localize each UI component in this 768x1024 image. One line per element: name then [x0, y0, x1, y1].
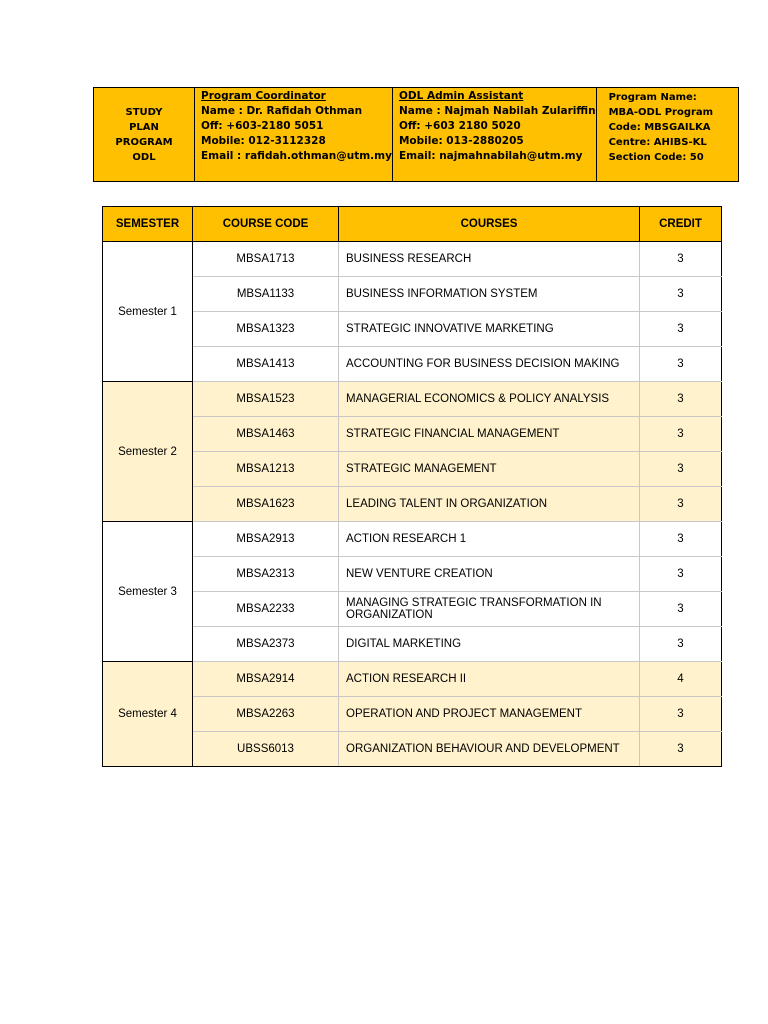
table-row — [103, 697, 722, 732]
table-row — [103, 592, 722, 627]
course-name: MANAGING STRATEGIC TRANSFORMATION IN ORGANIZATION — [339, 592, 640, 627]
course-code: MBSA2263 — [193, 697, 339, 732]
admin-office: Off: +603 2180 5020 — [398, 120, 521, 132]
admin-email: Email: najmahnabilah@utm.my — [398, 150, 583, 162]
course-credit: 3 — [640, 277, 722, 312]
semester-label: Semester 3 — [103, 522, 193, 662]
course-name: ACTION RESEARCH 1 — [339, 522, 640, 557]
course-code: MBSA2313 — [193, 557, 339, 592]
program-coordinator-cell — [195, 88, 393, 182]
table-row — [103, 277, 722, 312]
semester-label: Semester 1 — [103, 242, 193, 382]
admin-title: ODL Admin Assistant — [398, 90, 524, 102]
course-code: MBSA1463 — [193, 417, 339, 452]
column-header-semester: SEMESTER — [103, 207, 193, 242]
course-credit: 3 — [640, 557, 722, 592]
table-row — [103, 557, 722, 592]
course-credit: 3 — [640, 627, 722, 662]
table-row — [103, 242, 722, 277]
course-name: ACTION RESEARCH II — [339, 662, 640, 697]
course-credit: 3 — [640, 417, 722, 452]
program-details-cell — [596, 88, 738, 182]
course-code: MBSA1213 — [193, 452, 339, 487]
course-code: MBSA2373 — [193, 627, 339, 662]
admin-name: Name : Najmah Nabilah Zulariffin — [398, 105, 596, 117]
course-code: MBSA1133 — [193, 277, 339, 312]
course-code: MBSA2913 — [193, 522, 339, 557]
table-row — [103, 662, 722, 697]
study-label-line: ODL — [132, 151, 156, 163]
table-header-row — [103, 207, 722, 242]
coordinator-office: Off: +603-2180 5051 — [201, 120, 324, 132]
admin-mobile: Mobile: 013-2880205 — [398, 135, 524, 147]
coordinator-name: Name : Dr. Rafidah Othman — [201, 105, 363, 117]
table-row — [103, 627, 722, 662]
column-header-courses: COURSES — [339, 207, 640, 242]
course-credit: 3 — [640, 522, 722, 557]
course-name: DIGITAL MARKETING — [339, 627, 640, 662]
course-code: MBSA1623 — [193, 487, 339, 522]
program-code: Code: MBSGAILKA — [608, 122, 711, 133]
course-name: MANAGERIAL ECONOMICS & POLICY ANALYSIS — [339, 382, 640, 417]
table-row — [103, 347, 722, 382]
study-label-line: PROGRAM — [115, 136, 173, 148]
study-label-line: PLAN — [129, 121, 159, 133]
course-code: MBSA1413 — [193, 347, 339, 382]
program-section-code: Section Code: 50 — [608, 152, 704, 163]
program-centre: Centre: AHIBS-KL — [608, 137, 707, 148]
table-row — [103, 452, 722, 487]
course-code: MBSA2914 — [193, 662, 339, 697]
column-header-course-code: COURSE CODE — [193, 207, 339, 242]
semester-label: Semester 4 — [103, 662, 193, 767]
course-table-body — [103, 242, 722, 767]
admin-assistant-cell — [392, 88, 596, 182]
program-info-header — [93, 87, 739, 182]
table-row — [103, 487, 722, 522]
course-name: STRATEGIC INNOVATIVE MARKETING — [339, 312, 640, 347]
table-row — [103, 417, 722, 452]
course-code: MBSA1323 — [193, 312, 339, 347]
course-credit: 3 — [640, 242, 722, 277]
course-code: MBSA1713 — [193, 242, 339, 277]
course-code: MBSA1523 — [193, 382, 339, 417]
course-credit: 3 — [640, 732, 722, 767]
course-credit: 3 — [640, 347, 722, 382]
course-credit: 3 — [640, 697, 722, 732]
course-name: OPERATION AND PROJECT MANAGEMENT — [339, 697, 640, 732]
course-credit: 3 — [640, 382, 722, 417]
program-name-label: Program Name: — [608, 92, 697, 103]
semester-label: Semester 2 — [103, 382, 193, 522]
table-row — [103, 382, 722, 417]
course-name: ACCOUNTING FOR BUSINESS DECISION MAKING — [339, 347, 640, 382]
course-credit: 3 — [640, 312, 722, 347]
program-name: MBA-ODL Program — [608, 107, 714, 118]
course-name: ORGANIZATION BEHAVIOUR AND DEVELOPMENT — [339, 732, 640, 767]
coordinator-mobile: Mobile: 012-3112328 — [201, 135, 326, 147]
course-credit: 3 — [640, 452, 722, 487]
course-credit: 4 — [640, 662, 722, 697]
course-credit: 3 — [640, 592, 722, 627]
study-plan-label — [94, 88, 195, 182]
table-row — [103, 732, 722, 767]
course-name: STRATEGIC FINANCIAL MANAGEMENT — [339, 417, 640, 452]
course-table — [102, 206, 722, 767]
column-header-credit: CREDIT — [640, 207, 722, 242]
course-name: STRATEGIC MANAGEMENT — [339, 452, 640, 487]
course-credit: 3 — [640, 487, 722, 522]
course-code: MBSA2233 — [193, 592, 339, 627]
course-name: BUSINESS INFORMATION SYSTEM — [339, 277, 640, 312]
study-label-line: STUDY — [125, 106, 163, 118]
course-name: NEW VENTURE CREATION — [339, 557, 640, 592]
table-row — [103, 522, 722, 557]
table-row — [103, 312, 722, 347]
course-code: UBSS6013 — [193, 732, 339, 767]
course-name: BUSINESS RESEARCH — [339, 242, 640, 277]
coordinator-title: Program Coordinator — [201, 90, 326, 102]
coordinator-email: Email : rafidah.othman@utm.my — [201, 150, 392, 162]
course-name: LEADING TALENT IN ORGANIZATION — [339, 487, 640, 522]
